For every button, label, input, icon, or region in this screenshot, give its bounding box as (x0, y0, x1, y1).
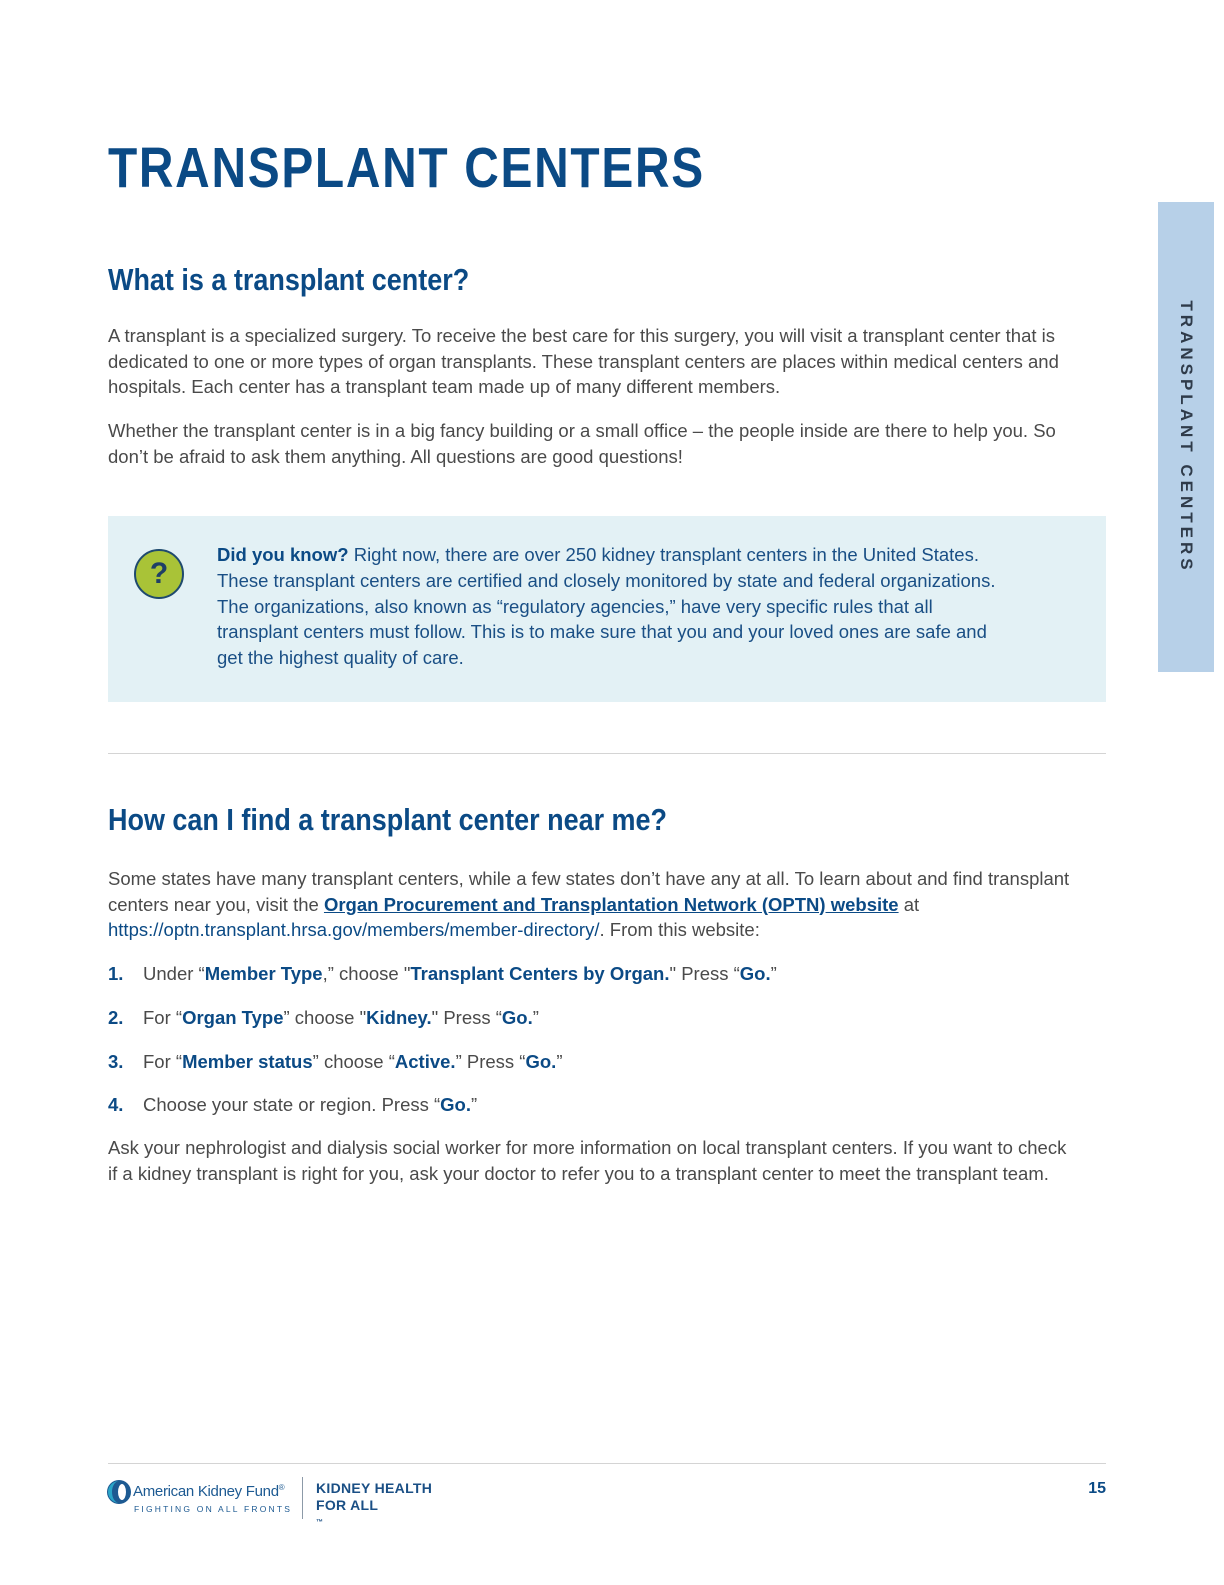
question-mark-icon: ? (134, 549, 184, 599)
section-heading-what-is: What is a transplant center? (108, 262, 470, 297)
step-number: 2. (108, 1007, 124, 1028)
step-number: 3. (108, 1051, 124, 1072)
step-number: 1. (108, 963, 124, 984)
org-name: American Kidney Fund® (133, 1483, 285, 1500)
page-title: TRANSPLANT CENTERS (108, 136, 705, 200)
paragraph-closing: Ask your nephrologist and dialysis social worker for more information on local transplant centers. If you want to check if a kidney transplant is right for you, ask your doctor to refer you to a transplant center to meet the transplant team. (108, 1137, 1067, 1184)
intro-text-end: . From this website: (599, 919, 760, 940)
page-number: 15 (1088, 1480, 1106, 1497)
campaign-logo: KIDNEY HEALTH FOR ALL ™ (316, 1480, 433, 1526)
intro-text-mid: at (898, 893, 920, 915)
step-text: For “Organ Type” choose "Kidney." Press “Go.” (143, 1007, 539, 1028)
optn-url[interactable]: https://optn.transplant.hrsa.gov/members/member-directory/ (108, 919, 600, 940)
org-tagline: FIGHTING ON ALL FRONTS (134, 1504, 293, 1514)
kidney-fund-logo-icon (106, 1479, 132, 1505)
paragraph-intro: A transplant is a specialized surgery. To receive the best care for this surgery, you will visit a transplant center that is dedicated to one or more types of organ transplants. These transplant centers are places within medical centers and hospitals. Each center has a transplant team made up of many different members. (108, 325, 1059, 397)
step-text: For “Member status” choose “Active.” Press “Go.” (143, 1051, 563, 1072)
callout-body: Right now, there are over 250 kidney transplant centers in the United States. These transplant centers are certified and closely monitored by state and federal organizations. The organizations, also known as “regulatory agencies,” have very specific rules that all transplant centers must follow. This is to make sure that you and your loved ones are safe and get the highest quality of care. (217, 544, 996, 669)
footer-divider (108, 1463, 1106, 1464)
intro-text: Some states have many transplant centers, while a few states don’t have any at all. To learn about and find transplant centers near you, visit the (108, 868, 1070, 915)
callout-lead: Did you know? (217, 544, 349, 565)
paragraph-reassurance: Whether the transplant center is in a big fancy building or a small office – the people inside are there to help you. So don’t be afraid to ask them anything. All questions are good questions! (108, 420, 1056, 467)
optn-website-link[interactable]: Organ Procurement and Transplantation Network (OPTN) website (323, 893, 899, 915)
paragraph-find-intro (108, 866, 1078, 943)
footer-separator (302, 1477, 303, 1519)
step-text: Under “Member Type,” choose "Transplant Centers by Organ." Press “Go.” (143, 963, 777, 984)
callout-text (217, 542, 1007, 671)
section-heading-find-center: How can I find a transplant center near me? (108, 802, 668, 837)
side-tab-label: TRANSPLANT CENTERS (1177, 300, 1196, 574)
step-text: Choose your state or region. Press “Go.” (143, 1094, 478, 1115)
section-divider (108, 753, 1106, 754)
step-number: 4. (108, 1094, 124, 1115)
